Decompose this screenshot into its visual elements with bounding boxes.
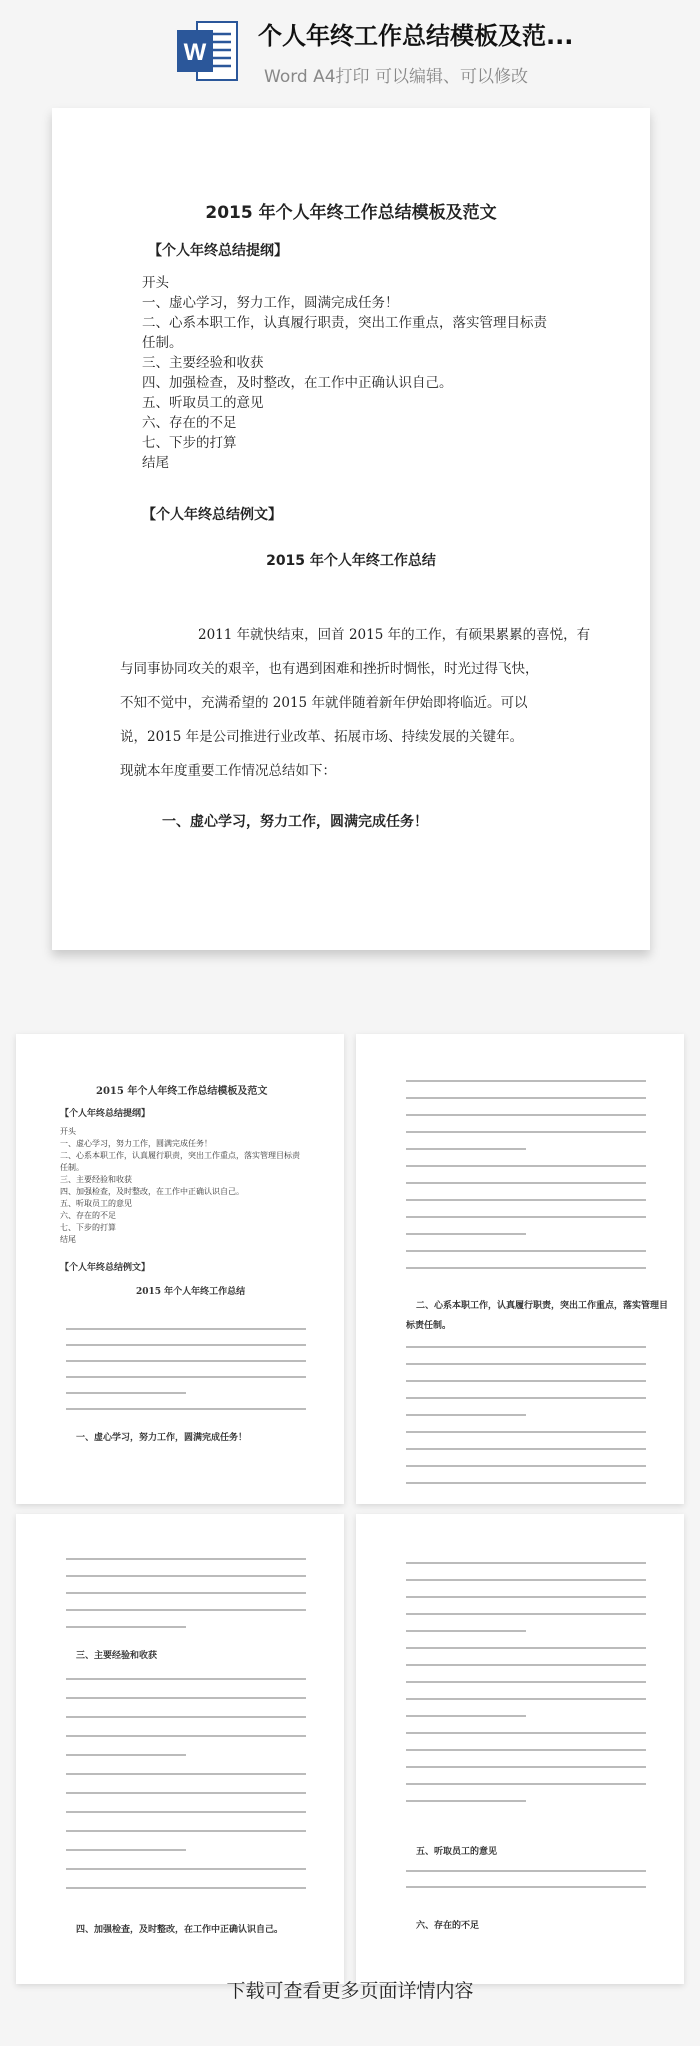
thumb-section-one: 一、虚心学习，努力工作，圆满完成任务！ (76, 1433, 248, 1443)
more-pages-link[interactable]: 下载可查看更多页面详情内容 (226, 1980, 474, 2002)
text-line-placeholder (406, 1233, 526, 1235)
outline-list (142, 273, 582, 473)
thumb-outline-item: 七、下步的打算 (60, 1223, 116, 1232)
text-line-placeholder (406, 1465, 646, 1467)
outline-item: 三、主要经验和收获 (142, 355, 264, 371)
word-document-icon (175, 18, 239, 84)
text-line-placeholder (406, 1664, 646, 1666)
text-line-placeholder (66, 1592, 306, 1594)
outline-item: 七、下步的打算 (142, 435, 237, 451)
outline-item: 四、加强检查，及时整改，在工作中正确认识自己。 (142, 375, 453, 391)
paragraph-line: 现就本年度重要工作情况总结如下： (120, 763, 336, 779)
text-line-placeholder (66, 1360, 306, 1362)
text-line-placeholder (406, 1749, 646, 1751)
document-subtitle: Word A4打印 可以编辑、可以修改 (264, 67, 528, 87)
text-line-placeholder (66, 1735, 306, 1737)
thumb-outline-item: 二、心系本职工作，认真履行职责，突出工作重点，落实管理目标责 (60, 1151, 300, 1160)
text-line-placeholder (406, 1448, 646, 1450)
thumb-outline-item: 一、虚心学习，努力工作，圆满完成任务！ (60, 1139, 212, 1148)
page-thumbnail-2[interactable] (356, 1034, 684, 1504)
text-line-placeholder (406, 1131, 646, 1133)
thumb-outline-item: 三、主要经验和收获 (60, 1175, 132, 1184)
text-line-placeholder (66, 1626, 186, 1628)
thumb-outline-heading: 【个人年终总结提纲】 (60, 1109, 151, 1119)
document-title: 个人年终工作总结模板及范... (258, 22, 574, 50)
page-title: 2015 年个人年终工作总结模板及范文 (205, 203, 497, 223)
text-line-placeholder (406, 1630, 526, 1632)
thumb-outline-item: 任制。 (60, 1163, 84, 1172)
text-line-placeholder (406, 1346, 646, 1348)
header (0, 0, 700, 100)
text-line-placeholder (406, 1681, 646, 1683)
text-line-placeholder (406, 1216, 646, 1218)
text-line-placeholder (406, 1562, 646, 1564)
thumb-example-title: 2015 年个人年终工作总结 (136, 1287, 246, 1297)
page-thumbnail-4[interactable] (356, 1514, 684, 1984)
outline-heading: 【个人年终总结提纲】 (148, 243, 288, 259)
text-line-placeholder (406, 1870, 646, 1872)
text-line-placeholder (406, 1698, 646, 1700)
outline-item: 开头 (142, 275, 169, 291)
text-line-placeholder (406, 1715, 526, 1717)
thumb-outline-item: 六、存在的不足 (60, 1211, 116, 1220)
text-line-placeholder (406, 1250, 646, 1252)
thumb-heading: 四、加强检查，及时整改，在工作中正确认识自己。 (76, 1925, 284, 1935)
text-line-placeholder (66, 1792, 306, 1794)
paragraph-line: 说，2015 年是公司推进行业改革、拓展市场、持续发展的关键年。 (120, 729, 524, 745)
text-line-placeholder (66, 1887, 306, 1889)
text-line-placeholder (406, 1363, 646, 1365)
outline-item: 任制。 (142, 335, 183, 351)
thumb-heading: 三、主要经验和收获 (76, 1651, 158, 1661)
text-line-placeholder (66, 1678, 306, 1680)
text-line-placeholder (66, 1868, 306, 1870)
example-title: 2015 年个人年终工作总结 (266, 553, 436, 569)
text-line-placeholder (66, 1830, 306, 1832)
text-line-placeholder (406, 1414, 526, 1416)
text-line-placeholder (406, 1886, 646, 1888)
thumb-title: 2015 年个人年终工作总结模板及范文 (96, 1086, 268, 1097)
text-line-placeholder (406, 1080, 646, 1082)
thumb-heading: 六、存在的不足 (416, 1921, 480, 1931)
text-line-placeholder (406, 1397, 646, 1399)
thumb-heading: 二、心系本职工作，认真履行职责，突出工作重点，落实管理目 (416, 1301, 669, 1311)
text-line-placeholder (66, 1328, 306, 1330)
text-line-placeholder (66, 1609, 306, 1611)
text-line-placeholder (406, 1766, 646, 1768)
thumb-outline-item: 开头 (60, 1127, 76, 1136)
text-line-placeholder (66, 1754, 186, 1756)
svg-text:W: W (183, 39, 207, 66)
text-line-placeholder (406, 1182, 646, 1184)
text-line-placeholder (406, 1482, 646, 1484)
paragraph-line: 2011 年就快结束，回首 2015 年的工作，有硕果累累的喜悦，有 (198, 627, 591, 643)
thumb-outline-item: 结尾 (60, 1235, 76, 1244)
text-line-placeholder (406, 1431, 646, 1433)
text-line-placeholder (406, 1579, 646, 1581)
text-line-placeholder (406, 1097, 646, 1099)
outline-item: 结尾 (142, 455, 169, 471)
outline-item: 二、心系本职工作，认真履行职责，突出工作重点，落实管理目标责 (142, 315, 547, 331)
text-line-placeholder (66, 1376, 306, 1378)
thumb-outline-item: 五、听取员工的意见 (60, 1199, 132, 1208)
outline-item: 一、虚心学习，努力工作，圆满完成任务！ (142, 295, 399, 311)
intro-paragraph (120, 618, 614, 788)
outline-item: 五、听取员工的意见 (142, 395, 264, 411)
text-line-placeholder (406, 1596, 646, 1598)
paragraph-line: 不知不觉中，充满希望的 2015 年就伴随着新年伊始即将临近。可以 (120, 695, 528, 711)
page-thumbnail-3[interactable] (16, 1514, 344, 1984)
document-preview-page (52, 108, 650, 950)
text-line-placeholder (406, 1267, 646, 1269)
text-line-placeholder (66, 1697, 306, 1699)
text-line-placeholder (406, 1647, 646, 1649)
section-one-heading: 一、虚心学习，努力工作，圆满完成任务！ (162, 814, 428, 830)
thumb-heading: 标责任制。 (406, 1321, 452, 1331)
example-heading: 【个人年终总结例文】 (142, 507, 282, 523)
text-line-placeholder (66, 1408, 306, 1410)
text-line-placeholder (66, 1392, 186, 1394)
thumb-example-heading: 【个人年终总结例文】 (60, 1263, 151, 1273)
page-thumbnail-1[interactable] (16, 1034, 344, 1504)
paragraph-line: 与同事协同攻关的艰辛，也有遇到困难和挫折时惆怅，时光过得飞快， (120, 661, 539, 677)
text-line-placeholder (66, 1716, 306, 1718)
text-line-placeholder (66, 1575, 306, 1577)
text-line-placeholder (66, 1558, 306, 1560)
thumb-heading: 五、听取员工的意见 (416, 1847, 498, 1857)
thumb-outline-item: 四、加强检查，及时整改，在工作中正确认识自己。 (60, 1187, 244, 1196)
text-line-placeholder (406, 1613, 646, 1615)
text-line-placeholder (66, 1773, 306, 1775)
text-line-placeholder (406, 1380, 646, 1382)
text-line-placeholder (406, 1732, 646, 1734)
outline-item: 六、存在的不足 (142, 415, 237, 431)
text-line-placeholder (406, 1800, 526, 1802)
text-line-placeholder (66, 1344, 306, 1346)
text-line-placeholder (406, 1783, 646, 1785)
text-line-placeholder (66, 1811, 306, 1813)
text-line-placeholder (406, 1199, 646, 1201)
text-line-placeholder (406, 1165, 646, 1167)
text-line-placeholder (406, 1148, 526, 1150)
text-line-placeholder (66, 1849, 186, 1851)
text-line-placeholder (406, 1114, 646, 1116)
